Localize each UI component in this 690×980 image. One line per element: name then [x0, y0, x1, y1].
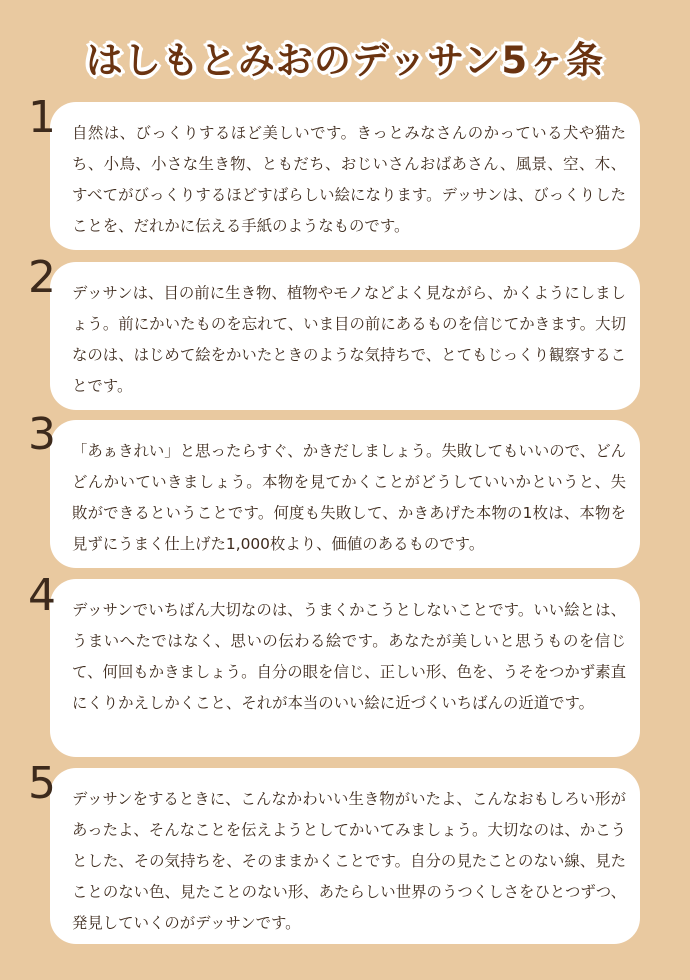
section-2-number: 2: [28, 252, 56, 303]
section-1-number: 1: [28, 92, 56, 143]
page-title: はしもとみおのデッサン5ヶ条: [85, 39, 605, 82]
section-4-number: 4: [28, 570, 56, 621]
section-2-text: デッサンは、目の前に生き物、植物やモノなどよく見ながら、かくようにしましょう。前にかいたものを忘れて、いま目の前にあるものを信じてかきます。大切なのは、はじめて絵をかいたときのような気持ちで、とてもじっくり観察することです。: [72, 284, 626, 395]
section-5-number: 5: [28, 758, 56, 809]
section-3-number: 3: [28, 409, 56, 460]
section-1-content: [50, 102, 640, 250]
section-4-text: デッサンでいちばん大切なのは、うまくかこうとしないことです。いい絵とは、うまいへたではなく、思いの伝わる絵です。あなたが美しいと思うものを信じて、何回もかきましょう。自分の眼を信じ、正しい形、色を、うそをつかず素直にくりかえしかくこと、それが本当のいい絵に近づくいちばんの近道です。: [72, 601, 626, 712]
section-5-text: デッサンをするときに、こんなかわいい生き物がいたよ、こんなおもしろい形があったよ、そんなことを伝えようとしてかいてみましょう。大切なのは、かこうとした、その気持ちを、そのままかくことです。自分の見たことのない線、見たことのない色、見たことのない形、あたらしい世界のうつくしさをひとつずつ、発見していくのがデッサンです。: [72, 790, 626, 932]
section-3-content: [50, 420, 640, 568]
section-5-content: [50, 768, 640, 944]
section-4-content: [50, 579, 640, 757]
section-2-content: [50, 262, 640, 410]
section-1-text: 自然は、びっくりするほど美しいです。きっとみなさんのかっている犬や猫たち、小鳥、小さな生き物、ともだち、おじいさんおばあさん、風景、空、木、すべてがびっくりするほどすばらしい絵になります。デッサンは、びっくりしたことを、だれかに伝える手紙のようなものです。: [72, 124, 626, 235]
section-3-text: 「あぁきれい」と思ったらすぐ、かきだしましょう。失敗してもいいので、どんどんかいていきましょう。本物を見てかくことがどうしていいかというと、失敗ができるということです。何度も失敗して、かきあげた本物の1枚は、本物を見ずにうまく仕上げた1,000枚より、価値のあるものです。: [72, 442, 626, 553]
